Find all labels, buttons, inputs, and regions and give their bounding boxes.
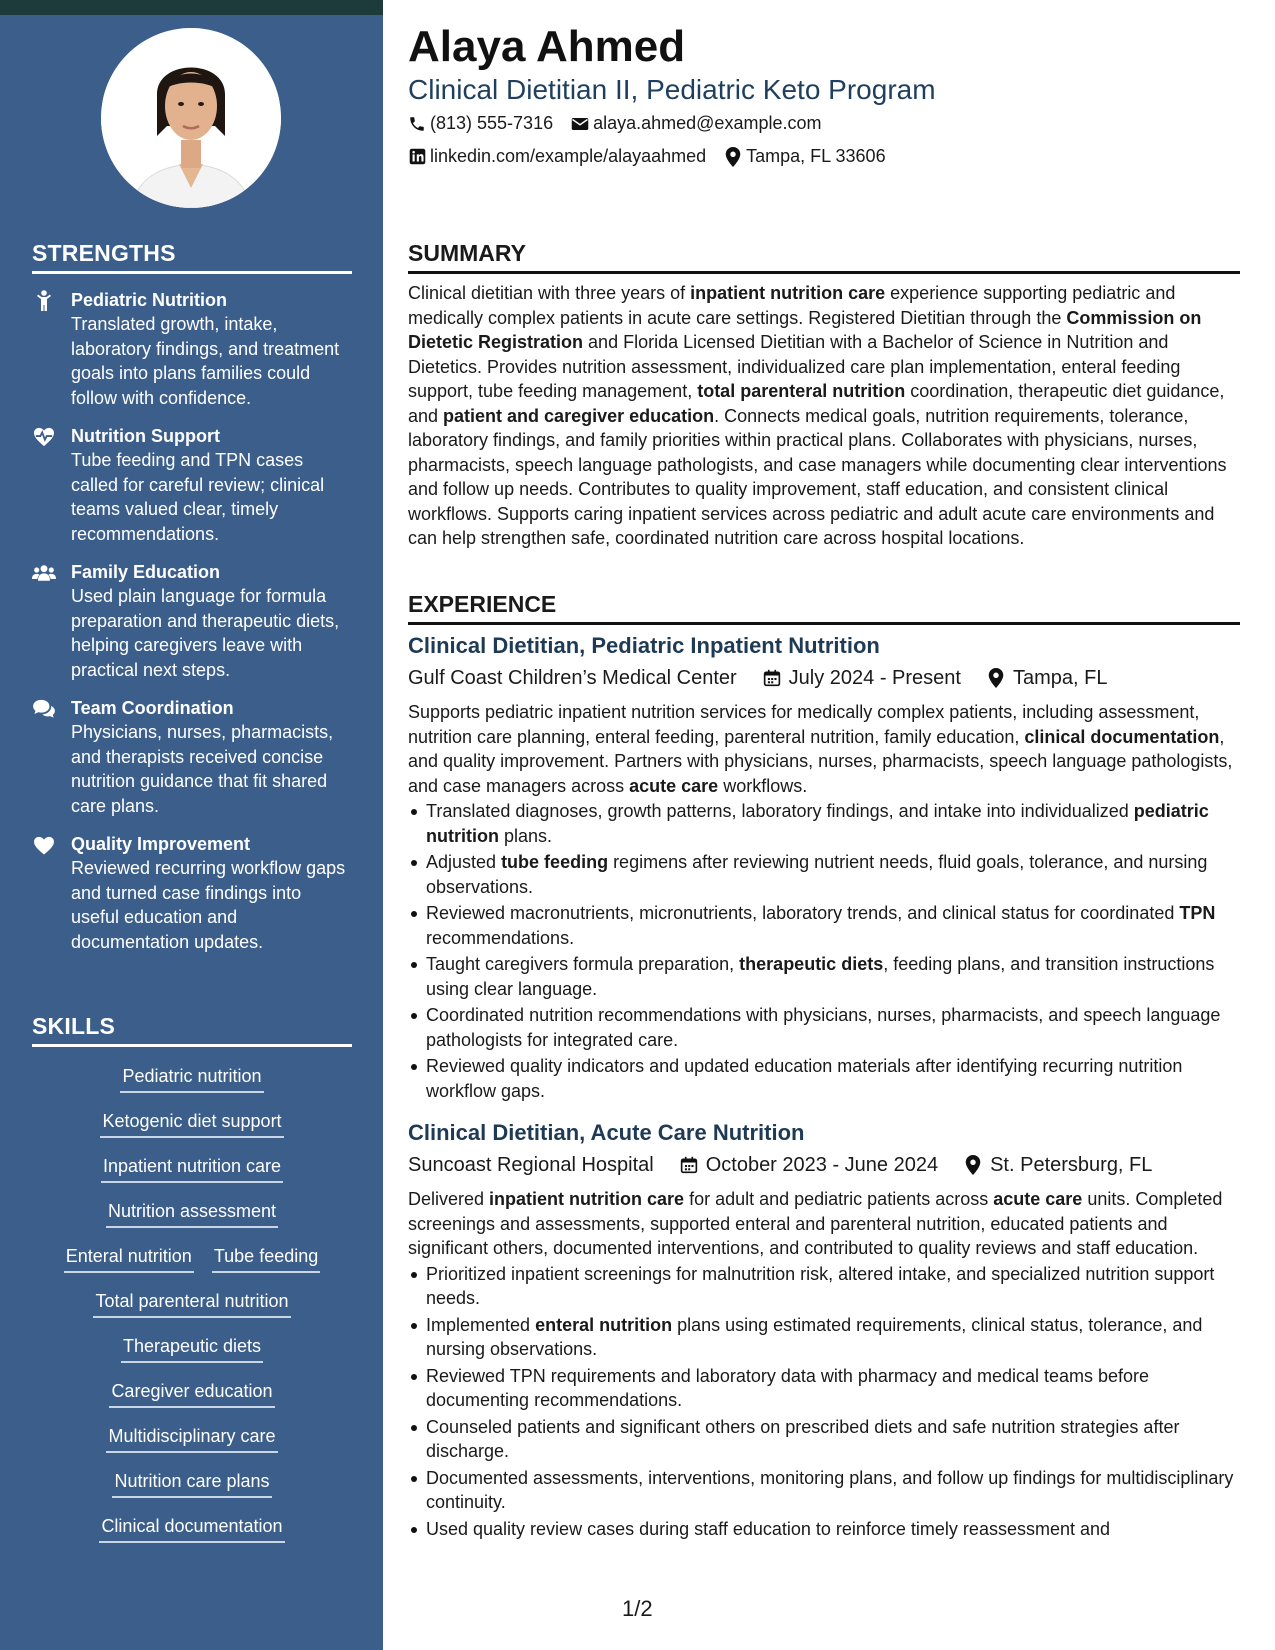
strength-description: Physicians, nurses, pharmacists, and therapists received concise nutrition guidance that fit shared care plans. [71, 722, 334, 816]
job-meta [408, 664, 1242, 692]
text-segment: Documented assessments, interventions, monitoring plans, and follow up findings for multidisciplinary continuity. [426, 1467, 1234, 1512]
text-segment: workflows. [718, 775, 808, 796]
experience-heading: EXPERIENCE [408, 591, 1240, 625]
bold-keyword: tube feeding [501, 852, 609, 872]
skill-tag: Ketogenic diet support [100, 1108, 283, 1138]
strengths-list [32, 288, 352, 954]
text-segment: , and quality improvement. Partners with physicians, nurses, pharmacists, speech language pathologists, and case managers across [408, 726, 1233, 796]
bold-keyword: TPN [1179, 903, 1216, 923]
users-icon [32, 562, 56, 584]
strength-description: Reviewed recurring workflow gaps and turned case findings into useful education and documentation updates. [71, 858, 346, 952]
calendar-icon [680, 1156, 698, 1174]
skill-tag: Enteral nutrition [64, 1243, 194, 1273]
job-title: Clinical Dietitian, Pediatric Inpatient Nutrition [408, 633, 880, 658]
bullet-item [408, 1262, 1242, 1311]
bold-keyword: inpatient nutrition care [489, 1189, 685, 1209]
job-location: St. Petersburg, FL [990, 1154, 1153, 1176]
skill-row [32, 1280, 352, 1325]
text-segment: Reviewed TPN requirements and laboratory data with pharmacy and medical teams before documenting recommendations. [426, 1365, 1150, 1410]
strength-title: Family Education [71, 562, 221, 582]
text-segment: experience supporting pediatric and medically complex patients in acute care settings. Registered Dietitian through the [408, 283, 1176, 328]
child-icon [32, 290, 56, 312]
job-bullets [408, 1262, 1242, 1542]
text-segment: Adjusted [426, 852, 502, 872]
skill-row [32, 1325, 352, 1370]
job-entry [408, 632, 1242, 1105]
bold-keyword: Commission on Dietetic Registration [408, 307, 1202, 352]
bold-keyword: inpatient nutrition care [690, 283, 886, 303]
map-pin-icon [987, 669, 1005, 687]
strength-description: Tube feeding and TPN cases called for careful review; clinical teams valued clear, timely recommendations. [71, 450, 325, 544]
skill-tag: Inpatient nutrition care [101, 1153, 283, 1183]
job-meta [408, 1151, 1242, 1179]
text-segment: recommendations. [426, 927, 575, 948]
email-text[interactable]: alaya.ahmed@example.com [593, 113, 822, 133]
bullet-item [408, 1364, 1242, 1413]
bullet-item [408, 952, 1242, 1001]
skill-tag: Clinical documentation [99, 1513, 284, 1543]
job-description [408, 1187, 1242, 1261]
text-segment: regimens after reviewing nutrient needs, fluid goals, tolerance, and nursing observations. [426, 852, 1208, 897]
bullet-item [408, 1517, 1242, 1542]
job-dates: July 2024 - Present [788, 667, 961, 689]
skill-tag: Therapeutic diets [121, 1333, 263, 1363]
strength-description: Translated growth, intake, laboratory findings, and treatment goals into plans families could follow with confidence. [71, 314, 340, 408]
strengths-section [32, 240, 352, 954]
text-segment: Coordinated nutrition recommendations with physicians, nurses, pharmacists, and speech language pathologists for integrated care. [426, 1005, 1221, 1050]
bullet-item [408, 850, 1242, 899]
job-dates: October 2023 - June 2024 [705, 1154, 939, 1176]
bullet-item [408, 799, 1242, 848]
text-segment: Counseled patients and significant others on prescribed diets and safe nutrition strategies after discharge. [426, 1416, 1180, 1461]
text-segment: Implemented [426, 1314, 536, 1335]
candidate-role: Clinical Dietitian II, Pediatric Keto Program [408, 74, 936, 105]
skill-row [32, 1100, 352, 1145]
text-segment: , feeding plans, and transition instructions using clear language. [426, 954, 1215, 999]
bold-keyword: pediatric nutrition [426, 801, 1209, 846]
skill-tag: Tube feeding [212, 1243, 320, 1273]
strength-item-team-coordination [32, 696, 352, 818]
email-item[interactable] [571, 113, 821, 134]
skill-row [32, 1505, 352, 1550]
linkedin-text[interactable]: linkedin.com/example/alayaahmed [430, 146, 707, 166]
bullet-item [408, 1054, 1242, 1103]
text-segment: Taught caregivers formula preparation, [426, 954, 740, 974]
job-description [408, 700, 1242, 798]
page-number: 1/2 [622, 1596, 653, 1621]
bullet-item [408, 1003, 1242, 1052]
skills-section [32, 1013, 352, 1550]
bold-keyword: therapeutic diets [739, 954, 884, 974]
text-segment: . Connects medical goals, nutrition requirements, tolerance, laboratory findings, and family priorities within practical plans. Collaborates with physicians, nurses, pharmacists, speech language pathologists, and case managers while documenting clear interventions and follow up needs. Contributes to quality improvement, staff education, and consistent clinical workflows. Supports caring inpatient services across pediatric and adult acute care environments and can help strengthen safe, coordinated nutrition care across hospital locations. [408, 405, 1227, 548]
text-segment: Supports pediatric inpatient nutrition services for medically complex patients, including assessment, nutrition care planning, enteral feeding, parenteral nutrition, family education, [408, 702, 1200, 747]
bullet-item [408, 1313, 1242, 1362]
map-pin-icon [964, 1156, 982, 1174]
employer-name: Gulf Coast Children’s Medical Center [408, 667, 737, 689]
profile-photo [101, 28, 281, 208]
bold-keyword: total parenteral nutrition [697, 381, 906, 401]
skill-row [32, 1055, 352, 1100]
text-segment: coordination, therapeutic diet guidance, and [408, 381, 1225, 426]
skill-tag: Multidisciplinary care [106, 1423, 277, 1453]
strength-item-family-education [32, 560, 352, 682]
phone-icon [408, 115, 426, 133]
strength-item-quality-improvement [32, 832, 352, 954]
candidate-name: Alaya Ahmed [408, 22, 686, 71]
sidebar [0, 0, 383, 1650]
strength-title: Pediatric Nutrition [71, 290, 228, 310]
text-segment: plans using estimated requirements, clinical status, tolerance, and nursing observations. [426, 1314, 1203, 1359]
text-segment: and Florida Licensed Dietitian with a Bachelor of Science in Nutrition and Dietetics. Provides nutrition assessment, individualized care plan implementation, enteral feeding support, tube feeding management, [408, 332, 1181, 401]
summary-heading: SUMMARY [408, 240, 1240, 274]
main-top-bar [383, 0, 1275, 15]
skill-row [32, 1235, 352, 1280]
location-item [724, 146, 885, 167]
strength-title: Team Coordination [71, 698, 234, 718]
text-segment: Used quality review cases during staff education to reinforce timely reassessment and [426, 1518, 1111, 1539]
summary-text [408, 281, 1242, 551]
skill-tag: Pediatric nutrition [120, 1063, 263, 1093]
text-segment: Clinical dietitian with three years of [408, 283, 691, 303]
text-segment: Delivered [408, 1189, 490, 1209]
text-segment: plans. [498, 825, 553, 846]
location-text: Tampa, FL 33606 [746, 146, 886, 166]
contact-row-1 [408, 113, 821, 134]
phone-item [408, 113, 553, 134]
bold-keyword: enteral nutrition [535, 1314, 673, 1335]
text-segment: units. Completed screenings and assessments, supported enteral and parenteral nutrition, educated patients and significant others, documented interventions, and contributed to quality reviews and staff education. [408, 1189, 1223, 1258]
contact-row-2 [408, 146, 886, 167]
job-entry [408, 1119, 1242, 1543]
text-segment: Reviewed quality indicators and updated education materials after identifying recurring nutrition workflow gaps. [426, 1056, 1183, 1101]
strength-item-pediatric-nutrition [32, 288, 352, 410]
strength-title: Nutrition Support [71, 426, 220, 446]
envelope-icon [571, 115, 589, 133]
skill-tag: Total parenteral nutrition [93, 1288, 290, 1318]
phone-text: (813) 555-7316 [430, 113, 554, 133]
skill-row [32, 1370, 352, 1415]
skill-row [32, 1460, 352, 1505]
text-segment: Prioritized inpatient screenings for malnutrition risk, altered intake, and specialized nutrition support needs. [426, 1263, 1215, 1308]
job-location: Tampa, FL [1013, 667, 1108, 689]
text-segment: Translated diagnoses, growth patterns, laboratory findings, and intake into individualized [426, 801, 1134, 821]
bullet-item [408, 1415, 1242, 1464]
chat-bubbles-icon [32, 698, 56, 720]
strengths-heading: STRENGTHS [32, 240, 352, 274]
skills-heading: SKILLS [32, 1013, 352, 1047]
job-bullets [408, 799, 1242, 1103]
heartbeat-icon [32, 426, 56, 448]
bold-keyword: clinical documentation [1024, 726, 1220, 747]
heart-icon [32, 834, 56, 856]
strength-title: Quality Improvement [71, 834, 251, 854]
sidebar-top-bar [0, 0, 383, 15]
linkedin-item[interactable] [408, 146, 706, 167]
skill-row [32, 1415, 352, 1460]
bold-keyword: acute care [629, 775, 719, 796]
strength-item-nutrition-support [32, 424, 352, 546]
map-pin-icon [724, 148, 742, 166]
skill-row [32, 1190, 352, 1235]
skills-list [32, 1055, 352, 1550]
strength-description: Used plain language for formula preparation and therapeutic diets, helping caregivers leave with practical next steps. [71, 586, 340, 680]
text-segment: Reviewed macronutrients, micronutrients, laboratory trends, and clinical status for coordinated [426, 903, 1180, 923]
calendar-icon [763, 669, 781, 687]
bullet-item [408, 901, 1242, 950]
job-title: Clinical Dietitian, Acute Care Nutrition [408, 1120, 805, 1145]
skill-tag: Nutrition assessment [106, 1198, 278, 1228]
skill-tag: Caregiver education [109, 1378, 274, 1408]
bold-keyword: acute care [993, 1189, 1083, 1209]
bullet-item [408, 1466, 1242, 1515]
employer-name: Suncoast Regional Hospital [408, 1154, 654, 1176]
linkedin-icon [408, 148, 426, 166]
bold-keyword: patient and caregiver education [443, 405, 715, 426]
text-segment: for adult and pediatric patients across [684, 1189, 994, 1209]
skill-row [32, 1145, 352, 1190]
skill-tag: Nutrition care plans [112, 1468, 271, 1498]
